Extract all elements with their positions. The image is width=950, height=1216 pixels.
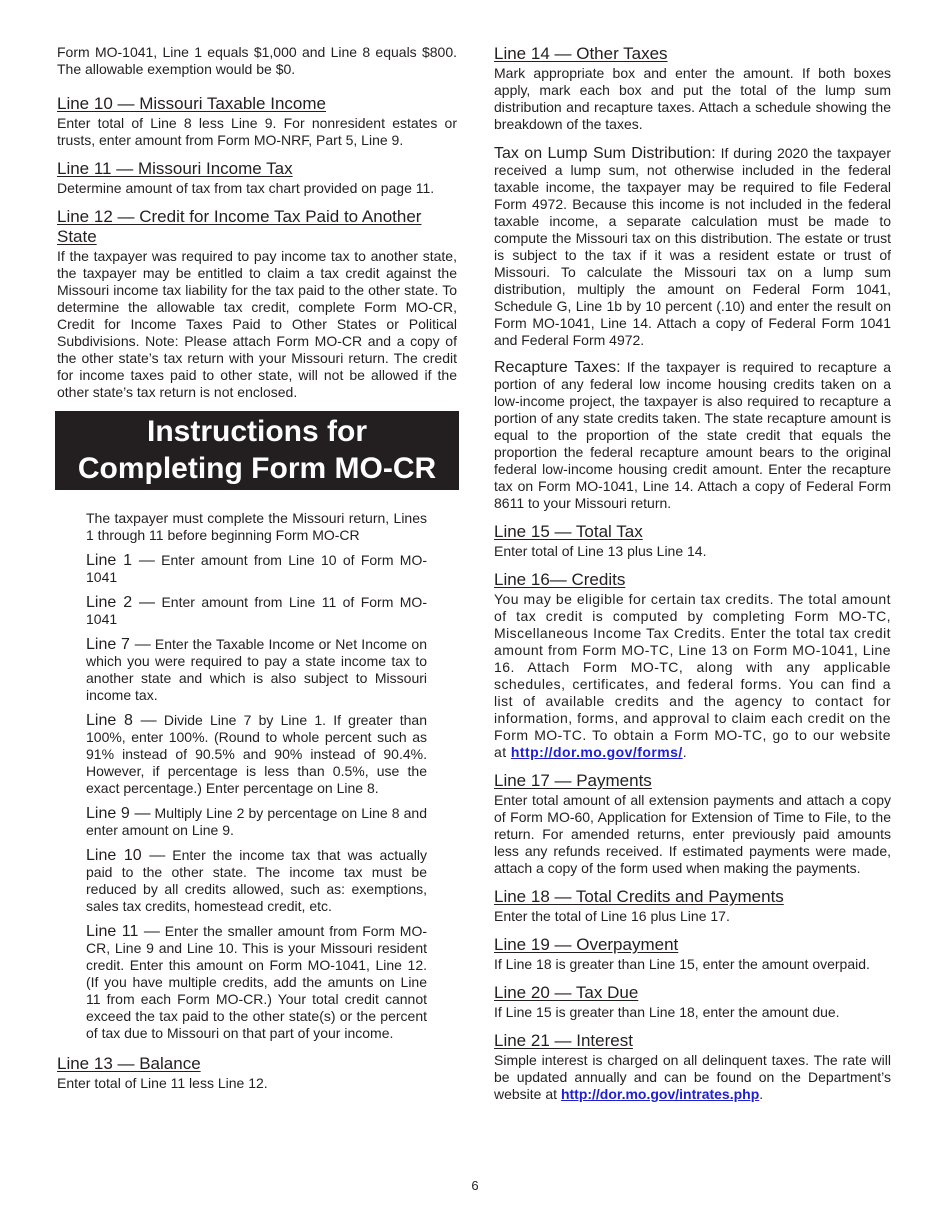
section-line-21 <box>494 1031 891 1103</box>
line-19-body: If Line 18 is greater than Line 15, enter the amount overpaid. <box>494 956 870 972</box>
mo-cr-instructions-banner <box>55 411 459 490</box>
line-14-heading: Line 14 — Other Taxes <box>494 44 668 63</box>
mo-cr-instructions <box>57 510 427 1042</box>
line-20-heading: Line 20 — Tax Due <box>494 983 639 1002</box>
forms-website-link[interactable]: http://dor.mo.gov/forms/ <box>510 744 683 760</box>
line-13-heading: Line 13 — Balance <box>57 1054 201 1073</box>
left-column <box>57 44 457 1102</box>
section-line-16 <box>494 570 891 761</box>
section-line-12 <box>57 207 457 401</box>
mo-cr-line-11-text: Enter the smaller amount from Form MO-CR, Line 9 and Line 10. This is your Missouri resident credit. Enter this amount on Form MO-1041, Line 12. (If you have multiple credits, add the amunts on Line 11 from each Form MO-CR.) Your total credit cannot exceed the tax paid to the other state(s) or the percent of tax due to Missouri on that part of your income. <box>86 923 428 1041</box>
line-10-heading: Line 10 — Missouri Taxable Income <box>57 94 326 113</box>
recapture-body: If the taxpayer is required to recapture a portion of any federal low income housing credits taken on a low-income project, the taxpayer is also required to recapture a portion of any state credits taken. The state recapture amount is equal to the proportion of the state credit that equals the proportion the federal recapture amount bears to the original federal low-income housing credit amount. Enter the recapture tax on Form MO-1041, Line 14. Attach a copy of Federal Form 8611 to your Missouri return. <box>494 359 891 511</box>
recapture-section <box>494 359 891 512</box>
line-11-heading: Line 11 — Missouri Income Tax <box>57 159 293 178</box>
line-17-heading: Line 17 — Payments <box>494 771 652 790</box>
section-line-10 <box>57 94 457 149</box>
right-column <box>494 44 891 1113</box>
line-15-heading: Line 15 — Total Tax <box>494 522 643 541</box>
section-line-17 <box>494 771 891 877</box>
interest-rates-link[interactable]: http://dor.mo.gov/intrates.php <box>560 1086 760 1102</box>
lump-sum-section <box>494 145 891 349</box>
exemption-example-text: Form MO-1041, Line 1 equals $1,000 and Line 8 equals $800. The allowable exemption would be $0. <box>57 44 457 77</box>
line-17-body: Enter total amount of all extension payments and attach a copy of Form MO-60, Application for Extension of Time to File, to the return. For amended returns, enter previously paid amounts less any refunds received. If estimated payments were made, attach a copy of the form used when making the payments. <box>494 792 891 876</box>
mo-cr-line-10-label: Line 10 — <box>86 847 166 864</box>
mo-cr-line-8 <box>86 712 427 797</box>
banner-line-2: Completing Form MO-CR <box>77 452 437 485</box>
mo-cr-line-11 <box>86 923 427 1042</box>
line-14-body: Mark appropriate box and enter the amount. If both boxes apply, mark each box and put the total of the lump sum distribution and recapture taxes. Attach a schedule showing the breakdown of the taxes. <box>494 65 891 132</box>
mo-cr-line-9-label: Line 9 — <box>86 805 151 822</box>
mo-cr-line-2-label: Line 2 — <box>86 594 156 611</box>
lump-sum-paragraph <box>494 145 891 349</box>
section-line-15 <box>494 522 891 560</box>
section-line-14 <box>494 44 891 133</box>
lump-sum-runin: Tax on Lump Sum Distribution: <box>494 145 716 162</box>
line-12-body: If the taxpayer was required to pay income tax to another state, the taxpayer may be entitled to claim a tax credit against the Missouri income tax liability for the tax paid to the other state. To determine the allowable tax credit, complete Form MO-CR, Credit for Income Taxes Paid to Other States or Political Subdivisions. Note: Please attach Form MO-CR and a copy of the other state’s tax return with your Missouri return. The credit for income taxes paid to other state, will not be allowed if the other state’s tax return is not enclosed. <box>57 248 457 400</box>
mo-cr-line-11-label: Line 11 — <box>86 923 160 940</box>
line-18-body: Enter the total of Line 16 plus Line 17. <box>494 908 730 924</box>
line-16-end: . <box>682 744 688 760</box>
page-number: 6 <box>471 1178 479 1193</box>
line-16-body: You may be eligible for certain tax credits. The total amount of tax credit is computed by completing Form MO-TC, Miscellaneous Income Tax Credits. Enter the total tax credit amount from Form MO-TC, Line 13 on Form MO-1041, Line 16. Attach Form MO-TC, along with any applicable schedules, certificates, and federal forms. You can find a list of available credits and the agency to contact for information, forms, and approval to claim each credit on the Form MO-TC. To obtain a Form MO-TC, go to our website at <box>494 591 891 760</box>
line-13-body: Enter total of Line 11 less Line 12. <box>57 1075 268 1091</box>
line-16-paragraph <box>494 591 891 761</box>
mo-cr-line-1-label: Line 1 — <box>86 552 155 569</box>
exemption-example <box>57 44 457 78</box>
section-line-19 <box>494 935 891 973</box>
recapture-runin: Recapture Taxes: <box>494 359 621 376</box>
mo-cr-line-1-text: Enter amount from Line 10 of Form MO-1041 <box>86 552 427 585</box>
section-line-13 <box>57 1054 457 1092</box>
line-12-heading: Line 12 — Credit for Income Tax Paid to Another State <box>57 207 422 246</box>
mo-cr-intro: The taxpayer must complete the Missouri return, Lines 1 through 11 before beginning Form MO-CR <box>86 510 427 543</box>
line-15-body: Enter total of Line 13 plus Line 14. <box>494 543 707 559</box>
line-18-heading: Line 18 — Total Credits and Payments <box>494 887 784 906</box>
mo-cr-line-8-label: Line 8 — <box>86 712 157 729</box>
mo-cr-line-9 <box>86 805 427 839</box>
section-line-11 <box>57 159 457 197</box>
mo-cr-line-1 <box>86 552 427 586</box>
line-21-paragraph <box>494 1052 891 1103</box>
recapture-paragraph <box>494 359 891 512</box>
section-line-20 <box>494 983 891 1021</box>
mo-cr-line-7 <box>86 636 427 704</box>
mo-cr-line-8-text: Divide Line 7 by Line 1. If greater than 100%, enter 100%. (Round to whole percent such as 91% instead of 90.5% and 90% instead of 90.4%. However, if percentage is less than 0.5%, use the exact percentage.) Enter percentage on Line 8. <box>86 712 427 796</box>
line-21-end: . <box>759 1086 764 1102</box>
mo-cr-line-10-text: Enter the income tax that was actually paid to the other state. The income tax must be reduced by all credits allowed, such as: exemptions, sales tax credits, homestead credit, etc. <box>86 847 427 914</box>
line-21-body: Simple interest is charged on all delinquent taxes. The rate will be updated annually and can be found on the Department’s website at <box>494 1052 891 1102</box>
mo-cr-line-9-text: Multiply Line 2 by percentage on Line 8 and enter amount on Line 9. <box>86 805 427 838</box>
line-21-heading: Line 21 — Interest <box>494 1031 633 1050</box>
section-line-18 <box>494 887 891 925</box>
mo-cr-line-7-label: Line 7 — <box>86 636 151 653</box>
line-19-heading: Line 19 — Overpayment <box>494 935 679 954</box>
lump-sum-body: If during 2020 the taxpayer received a lump sum, not otherwise included in the federal taxable income, the taxpayer may be required to file Federal Form 4972. Because this income is not included in the federal taxable income, a separate calculation must be made to compute the Missouri tax on this distribution. The estate or trust is subject to the tax if it was a resident estate or trust of Missouri. To calculate the Missouri tax on a lump sum distribution, multiply the amount on Federal Form 1041, Schedule G, Line 1b by 10 percent (.10) and enter the result on Form MO-1041, Line 14. Attach a copy of Federal Form 1041 and Federal Form 4972. <box>494 145 891 348</box>
line-11-body: Determine amount of tax from tax chart provided on page 11. <box>57 180 435 196</box>
mo-cr-line-2 <box>86 594 427 628</box>
banner-line-1: Instructions for <box>146 415 367 448</box>
line-20-body: If Line 15 is greater than Line 18, enter the amount due. <box>494 1004 840 1020</box>
line-16-heading: Line 16— Credits <box>494 570 626 589</box>
mo-cr-line-7-text: Enter the Taxable Income or Net Income on which you were required to pay a state income tax to another state and which is also subject to Missouri income tax. <box>86 636 427 703</box>
mo-cr-line-10 <box>86 847 427 915</box>
line-10-body: Enter total of Line 8 less Line 9. For nonresident estates or trusts, enter amount from Form MO-NRF, Part 5, Line 9. <box>57 115 457 148</box>
mo-cr-line-2-text: Enter amount from Line 11 of Form MO-1041 <box>86 594 427 627</box>
